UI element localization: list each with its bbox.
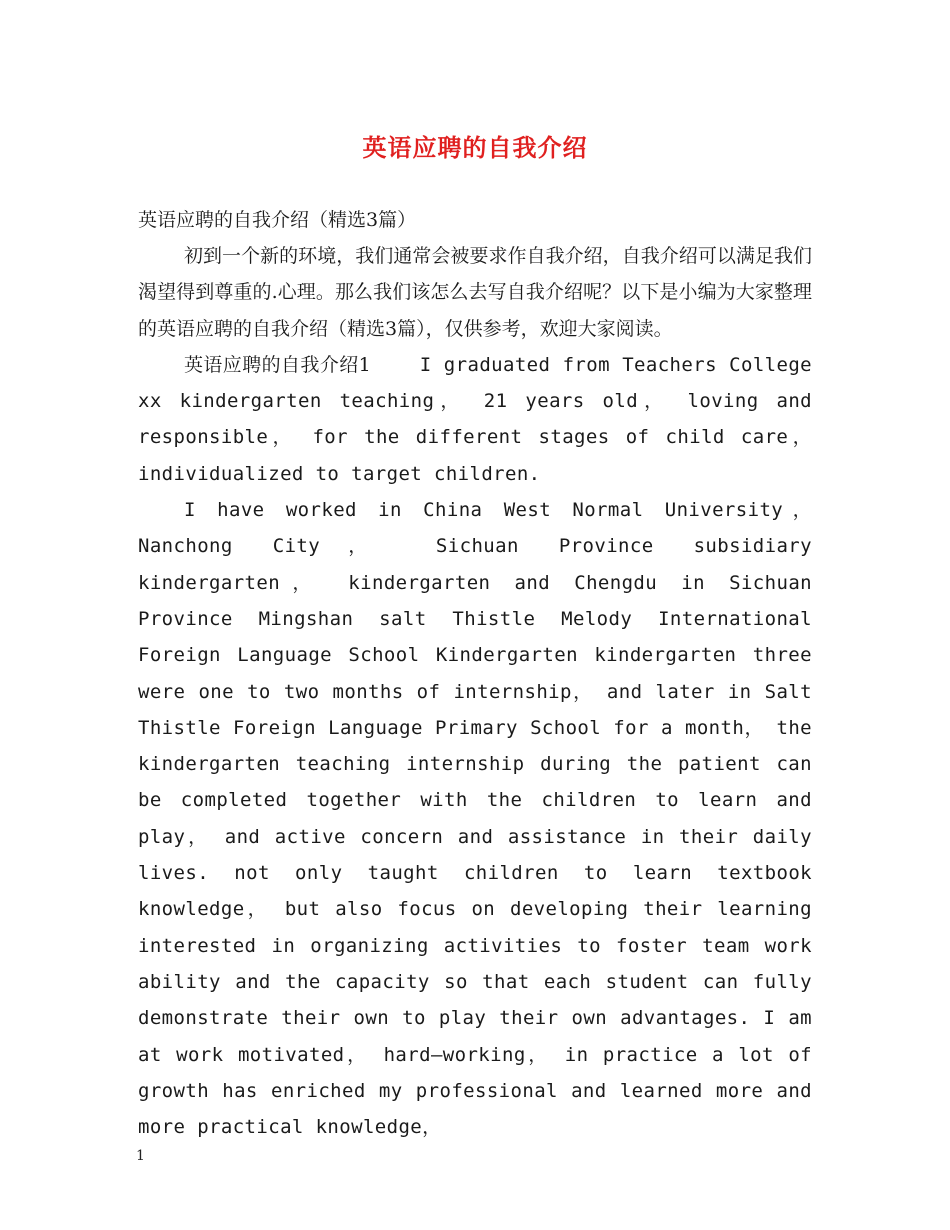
page-number: 1: [136, 1148, 145, 1164]
document-body: [138, 238, 812, 1145]
intro-paragraph: 初到一个新的环境，我们通常会被要求作自我介绍，自我介绍可以满足我们渴望得到尊重的.心理。那么我们该怎么去写自我介绍呢？以下是小编为大家整理的英语应聘的自我介绍（精选3篇），仅供参考，欢迎大家阅读。: [138, 245, 812, 340]
section1-heading: 英语应聘的自我介绍1: [184, 353, 371, 376]
section1-paragraph-2: I have worked in China West Normal University， Nanchong City， Sichuan Province subsidiary kindergarten， kindergarten and Chengdu in Sichuan Province Mingshan salt Thistle Melody International Foreign Language School Kindergarten kindergarten three were one to two months of internship， and later in Salt Thistle Foreign Language Primary School for a month， the kindergarten teaching internship during the patient can be completed together with the children to learn and play， and active concern and assistance in their daily lives. not only taught children to learn textbook knowledge， but also focus on developing their learning interested in organizing activities to foster team work ability and the capacity so that each student can fully demonstrate their own to play their own advantages. I am at work motivated， hard—working， in practice a lot of growth has enriched my professional and learned more and more practical knowledge，: [138, 499, 812, 1139]
document-subtitle: 英语应聘的自我介绍（精选3篇）: [138, 209, 417, 231]
section1-first-paragraph: [138, 347, 812, 492]
section1-paragraph-1: I graduated from Teachers College xx kindergarten teaching， 21 years old， loving and responsible， for the different stages of child care， individualized to target children.: [138, 353, 813, 485]
document-title: 英语应聘的自我介绍: [362, 133, 588, 162]
